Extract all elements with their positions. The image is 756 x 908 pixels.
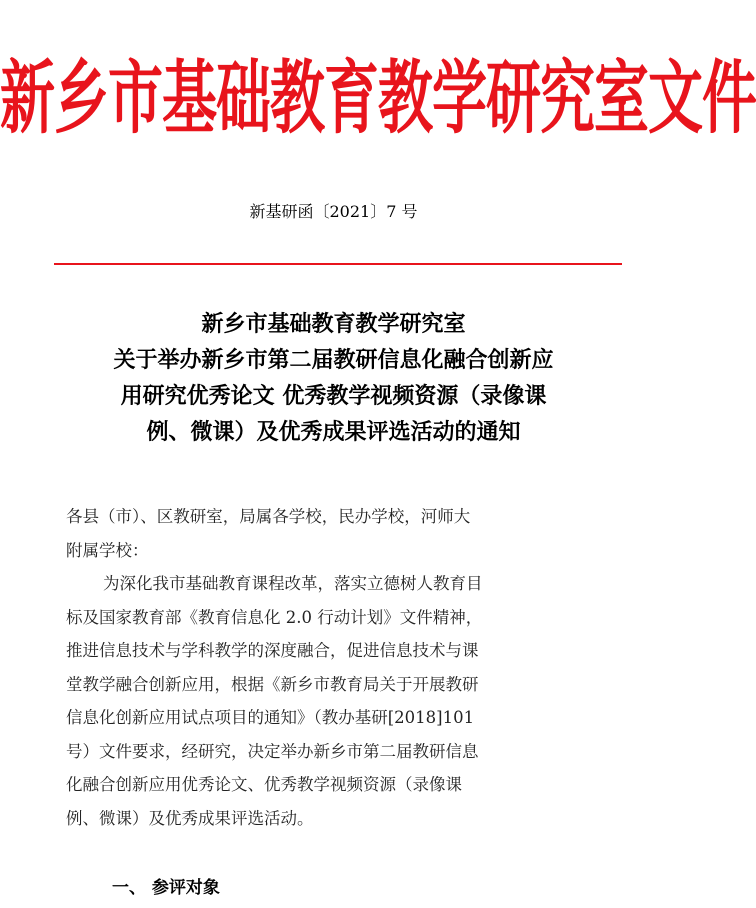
notice-body (66, 500, 626, 835)
paragraph-line: 标及国家教育部《教育信息化 2.0 行动计划》文件精神， (66, 607, 483, 627)
salutation-line: 各县（市）、区教研室，局属各学校，民办学校，河师大 (66, 507, 471, 526)
masthead-title: 新乡市基础教育教学研究室文件 (0, 49, 756, 145)
title-line: 用研究优秀论文 优秀教学视频资源（录像课 (120, 384, 547, 409)
red-divider-rule (54, 263, 622, 265)
title-line: 新乡市基础教育教学研究室 (201, 312, 466, 337)
title-line: 例、微课）及优秀成果评选活动的通知 (146, 420, 521, 445)
document-number: 新基研函〔2021〕7 号 (249, 202, 418, 221)
paragraph-line: 号）文件要求，经研究，决定举办新乡市第二届教研信息 (66, 741, 479, 761)
paragraph-line: 化融合创新应用优秀论文、优秀教学视频资源（录像课 (66, 775, 462, 794)
paragraph-line: 堂教学融合创新应用，根据《新乡市教育局关于开展教研 (66, 674, 479, 694)
section-heading: 一、 参评对象 (112, 878, 220, 898)
title-line: 关于举办新乡市第二届教研信息化融合创新应 (113, 348, 554, 373)
paragraph-line: 为深化我市基础教育课程改革，落实立德树人教育目 (103, 574, 483, 593)
paragraph-line: 推进信息技术与学科教学的深度融合，促进信息技术与课 (66, 641, 479, 660)
paragraph-line: 例、微课）及优秀成果评选活动。 (66, 808, 314, 828)
paragraph-line: 信息化创新应用试点项目的通知》（教办基研[2018]101 (66, 708, 475, 727)
notice-title (60, 307, 607, 451)
salutation-line: 附属学校： (66, 540, 149, 560)
